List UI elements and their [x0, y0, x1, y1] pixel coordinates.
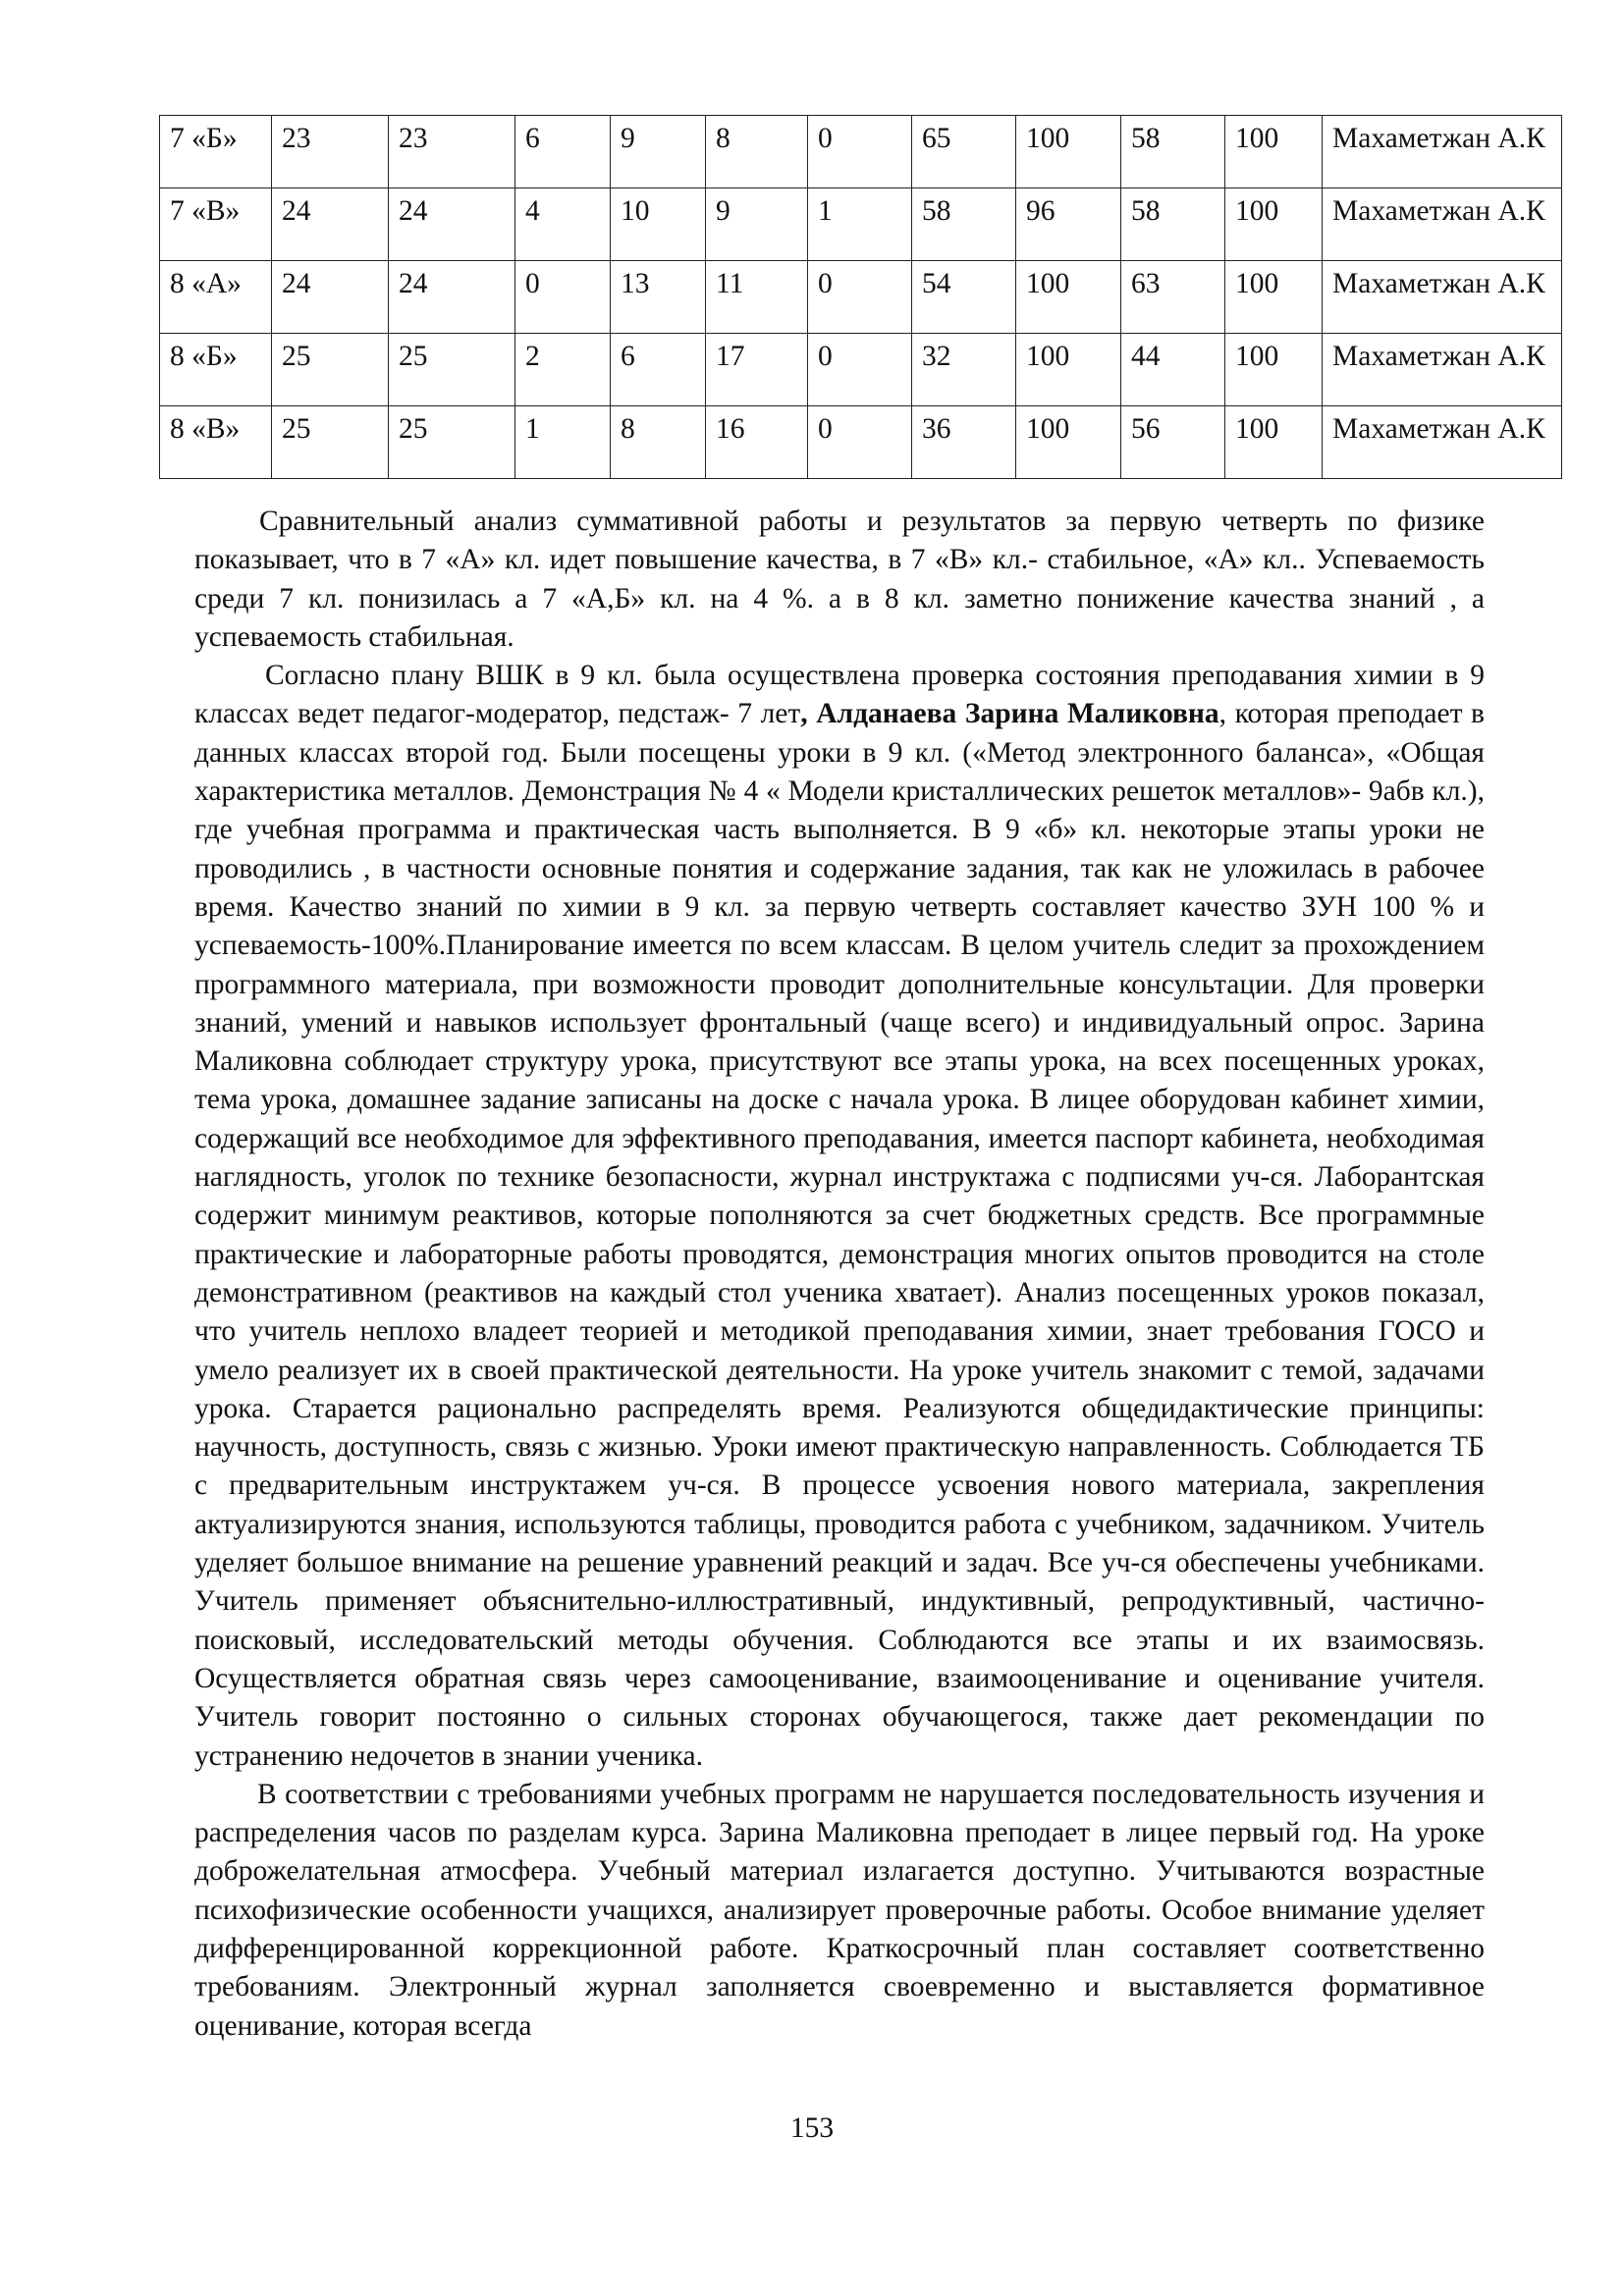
- table-cell: 1: [808, 188, 912, 261]
- table-row: [160, 116, 1562, 188]
- table-cell: 0: [808, 334, 912, 406]
- teacher-cell: Махаметжан А.К: [1323, 261, 1562, 334]
- table-cell: 100: [1225, 334, 1323, 406]
- table-cell: 9: [706, 188, 808, 261]
- teacher-cell: Махаметжан А.К: [1323, 188, 1562, 261]
- table-cell: 0: [808, 116, 912, 188]
- table-cell: 36: [912, 406, 1016, 479]
- table-cell: 25: [389, 406, 515, 479]
- teacher-cell: Махаметжан А.К: [1323, 116, 1562, 188]
- table-cell: 58: [1121, 116, 1225, 188]
- table-cell: 24: [272, 261, 389, 334]
- table-cell: 58: [912, 188, 1016, 261]
- table-row: [160, 334, 1562, 406]
- table-cell: 8: [611, 406, 706, 479]
- table-cell: 100: [1225, 188, 1323, 261]
- table-cell: 44: [1121, 334, 1225, 406]
- table-cell: 23: [272, 116, 389, 188]
- table-cell: 17: [706, 334, 808, 406]
- teacher-name-bold: , Алданаева Зарина Маликовна: [800, 698, 1219, 730]
- table-cell: 24: [272, 188, 389, 261]
- table-cell: 16: [706, 406, 808, 479]
- table-cell: 4: [515, 188, 611, 261]
- table-cell: 6: [611, 334, 706, 406]
- table-cell: 8: [706, 116, 808, 188]
- paragraph-text: Согласно плану ВШК в 9 кл. была осуществлена проверка состояния преподавания химии в 9 классах ведет педагог-модератор, педстаж- 7 лет: [194, 660, 1485, 730]
- table-cell: 8 «Б»: [160, 334, 272, 406]
- table-cell: 100: [1016, 116, 1121, 188]
- table-cell: 2: [515, 334, 611, 406]
- table-cell: 0: [515, 261, 611, 334]
- paragraph-chemistry-inspection: [194, 657, 1485, 1776]
- body-text: [194, 503, 1485, 2046]
- table-cell: 8 «В»: [160, 406, 272, 479]
- table-cell: 9: [611, 116, 706, 188]
- table-cell: 10: [611, 188, 706, 261]
- teacher-cell: Махаметжан А.К: [1323, 334, 1562, 406]
- table-cell: 25: [272, 334, 389, 406]
- table-cell: 8 «А»: [160, 261, 272, 334]
- table-cell: 65: [912, 116, 1016, 188]
- table-cell: 24: [389, 188, 515, 261]
- table-cell: 100: [1016, 334, 1121, 406]
- table-cell: 1: [515, 406, 611, 479]
- table-cell: 100: [1016, 261, 1121, 334]
- table-cell: 0: [808, 261, 912, 334]
- table-cell: 11: [706, 261, 808, 334]
- table-cell: 100: [1225, 116, 1323, 188]
- table-cell: 100: [1225, 406, 1323, 479]
- paragraph-physics-analysis: Сравнительный анализ суммативной работы и результатов за первую четверть по физике показывает, что в 7 «А» кл. идет повышение качества, в 7 «В» кл.- стабильное, «А» кл.. Успеваемость среди 7 кл. понизилась а 7 «А,Б» кл. на 4 %. а в 8 кл. заметно понижение качества знаний , а успеваемость стабильная.: [194, 506, 1485, 653]
- table-row: [160, 261, 1562, 334]
- paragraph-text: , которая преподает в данных классах второй год. Были посещены уроки в 9 кл. («Метод электронного баланса», «Общая характеристика металлов. Демонстрация № 4 « Модели кристаллических решеток металлов»- 9абв кл.), где учебная программа и практическая часть выполняется. В 9 «б» кл. некоторые этапы уроки не проводились , в частности основные понятия и содержание задания, так как не уложилась в рабочее время. Качество знаний по химии в 9 кл. за первую четверть составляет качество ЗУН 100 % и успеваемость-100%.Планирование имеется по всем классам. В целом учитель следит за прохождением программного материала, при возможности проводит дополнительные консультации. Для проверки знаний, умений и навыков использует фронтальный (чаще всего) и индивидуальный опрос. Зарина Маликовна соблюдает структуру урока, присутствуют все этапы урока, на всех посещенных уроках, тема урока, домашнее задание записаны на доске с начала урока. В лицее оборудован кабинет химии, содержащий все необходимое для эффективного преподавания, имеется паспорт кабинета, необходимая наглядность, уголок по технике безопасности, журнал инструктажа с подписями уч-ся. Лаборантская содержит минимум реактивов, которые пополняются за счет бюджетных средств. Все программные практические и лабораторные работы проводятся, демонстрация многих опытов проводится на столе демонстративном (реактивов на каждый стол ученика хватает). Анализ посещенных уроков показал, что учитель неплохо владеет теорией и методикой преподавания химии, знает требования ГОСО и умело реализует их в своей практической деятельности. На уроке учитель знакомит с темой, задачами урока. Старается рационально распределять время. Реализуются общедидактические принципы: научность, доступность, связь с жизнью. Уроки имеют практическую направленность. Соблюдается ТБ с предварительным инструктажем уч-ся. В процессе усвоения нового материала, закрепления актуализируются знания, используются таблицы, проводится работа с учебником, задачником. Учитель уделяет большое внимание на решение уравнений реакций и задач. Все уч-ся обеспечены учебниками. Учитель применяет объяснительно-иллюстративный, индуктивный, репродуктивный, частично-поисковый, исследовательский методы обучения. Соблюдаются все этапы и их взаимосвязь. Осуществляется обратная связь через самооценивание, взаимооценивание и оценивание учителя. Учитель говорит постоянно о сильных сторонах обучающегося, также дает рекомендации по устранению недочетов в знании ученика.: [194, 698, 1485, 1772]
- table-cell: 25: [272, 406, 389, 479]
- table-cell: 100: [1225, 261, 1323, 334]
- page-number: 153: [789, 2112, 835, 2144]
- table-cell: 23: [389, 116, 515, 188]
- table-cell: 7 «Б»: [160, 116, 272, 188]
- paragraph-curriculum: В соответствии с требованиями учебных программ не нарушается последовательность изучения и распределения часов по разделам курса. Зарина Маликовна преподает в лицее первый год. На уроке доброжелательная атмосфера. Учебный материал излагается доступно. Учитываются возрастные психофизические особенности учащихся, анализирует проверочные работы. Особое внимание уделяет дифференцированной коррекционной работе. Краткосрочный план составляет соответственно требованиям. Электронный журнал заполняется своевременно и выставляется формативное оценивание, которая всегда: [194, 1778, 1485, 2042]
- table-row: [160, 188, 1562, 261]
- table-cell: 32: [912, 334, 1016, 406]
- table-row: [160, 406, 1562, 479]
- table-cell: 54: [912, 261, 1016, 334]
- table-cell: 7 «В»: [160, 188, 272, 261]
- table-cell: 63: [1121, 261, 1225, 334]
- table-cell: 100: [1016, 406, 1121, 479]
- table-cell: 24: [389, 261, 515, 334]
- table-cell: 56: [1121, 406, 1225, 479]
- teacher-cell: Махаметжан А.К: [1323, 406, 1562, 479]
- table-cell: 25: [389, 334, 515, 406]
- results-table-body: [160, 116, 1562, 479]
- results-table: [159, 115, 1562, 479]
- table-cell: 96: [1016, 188, 1121, 261]
- table-cell: 13: [611, 261, 706, 334]
- table-cell: 6: [515, 116, 611, 188]
- table-cell: 58: [1121, 188, 1225, 261]
- table-cell: 0: [808, 406, 912, 479]
